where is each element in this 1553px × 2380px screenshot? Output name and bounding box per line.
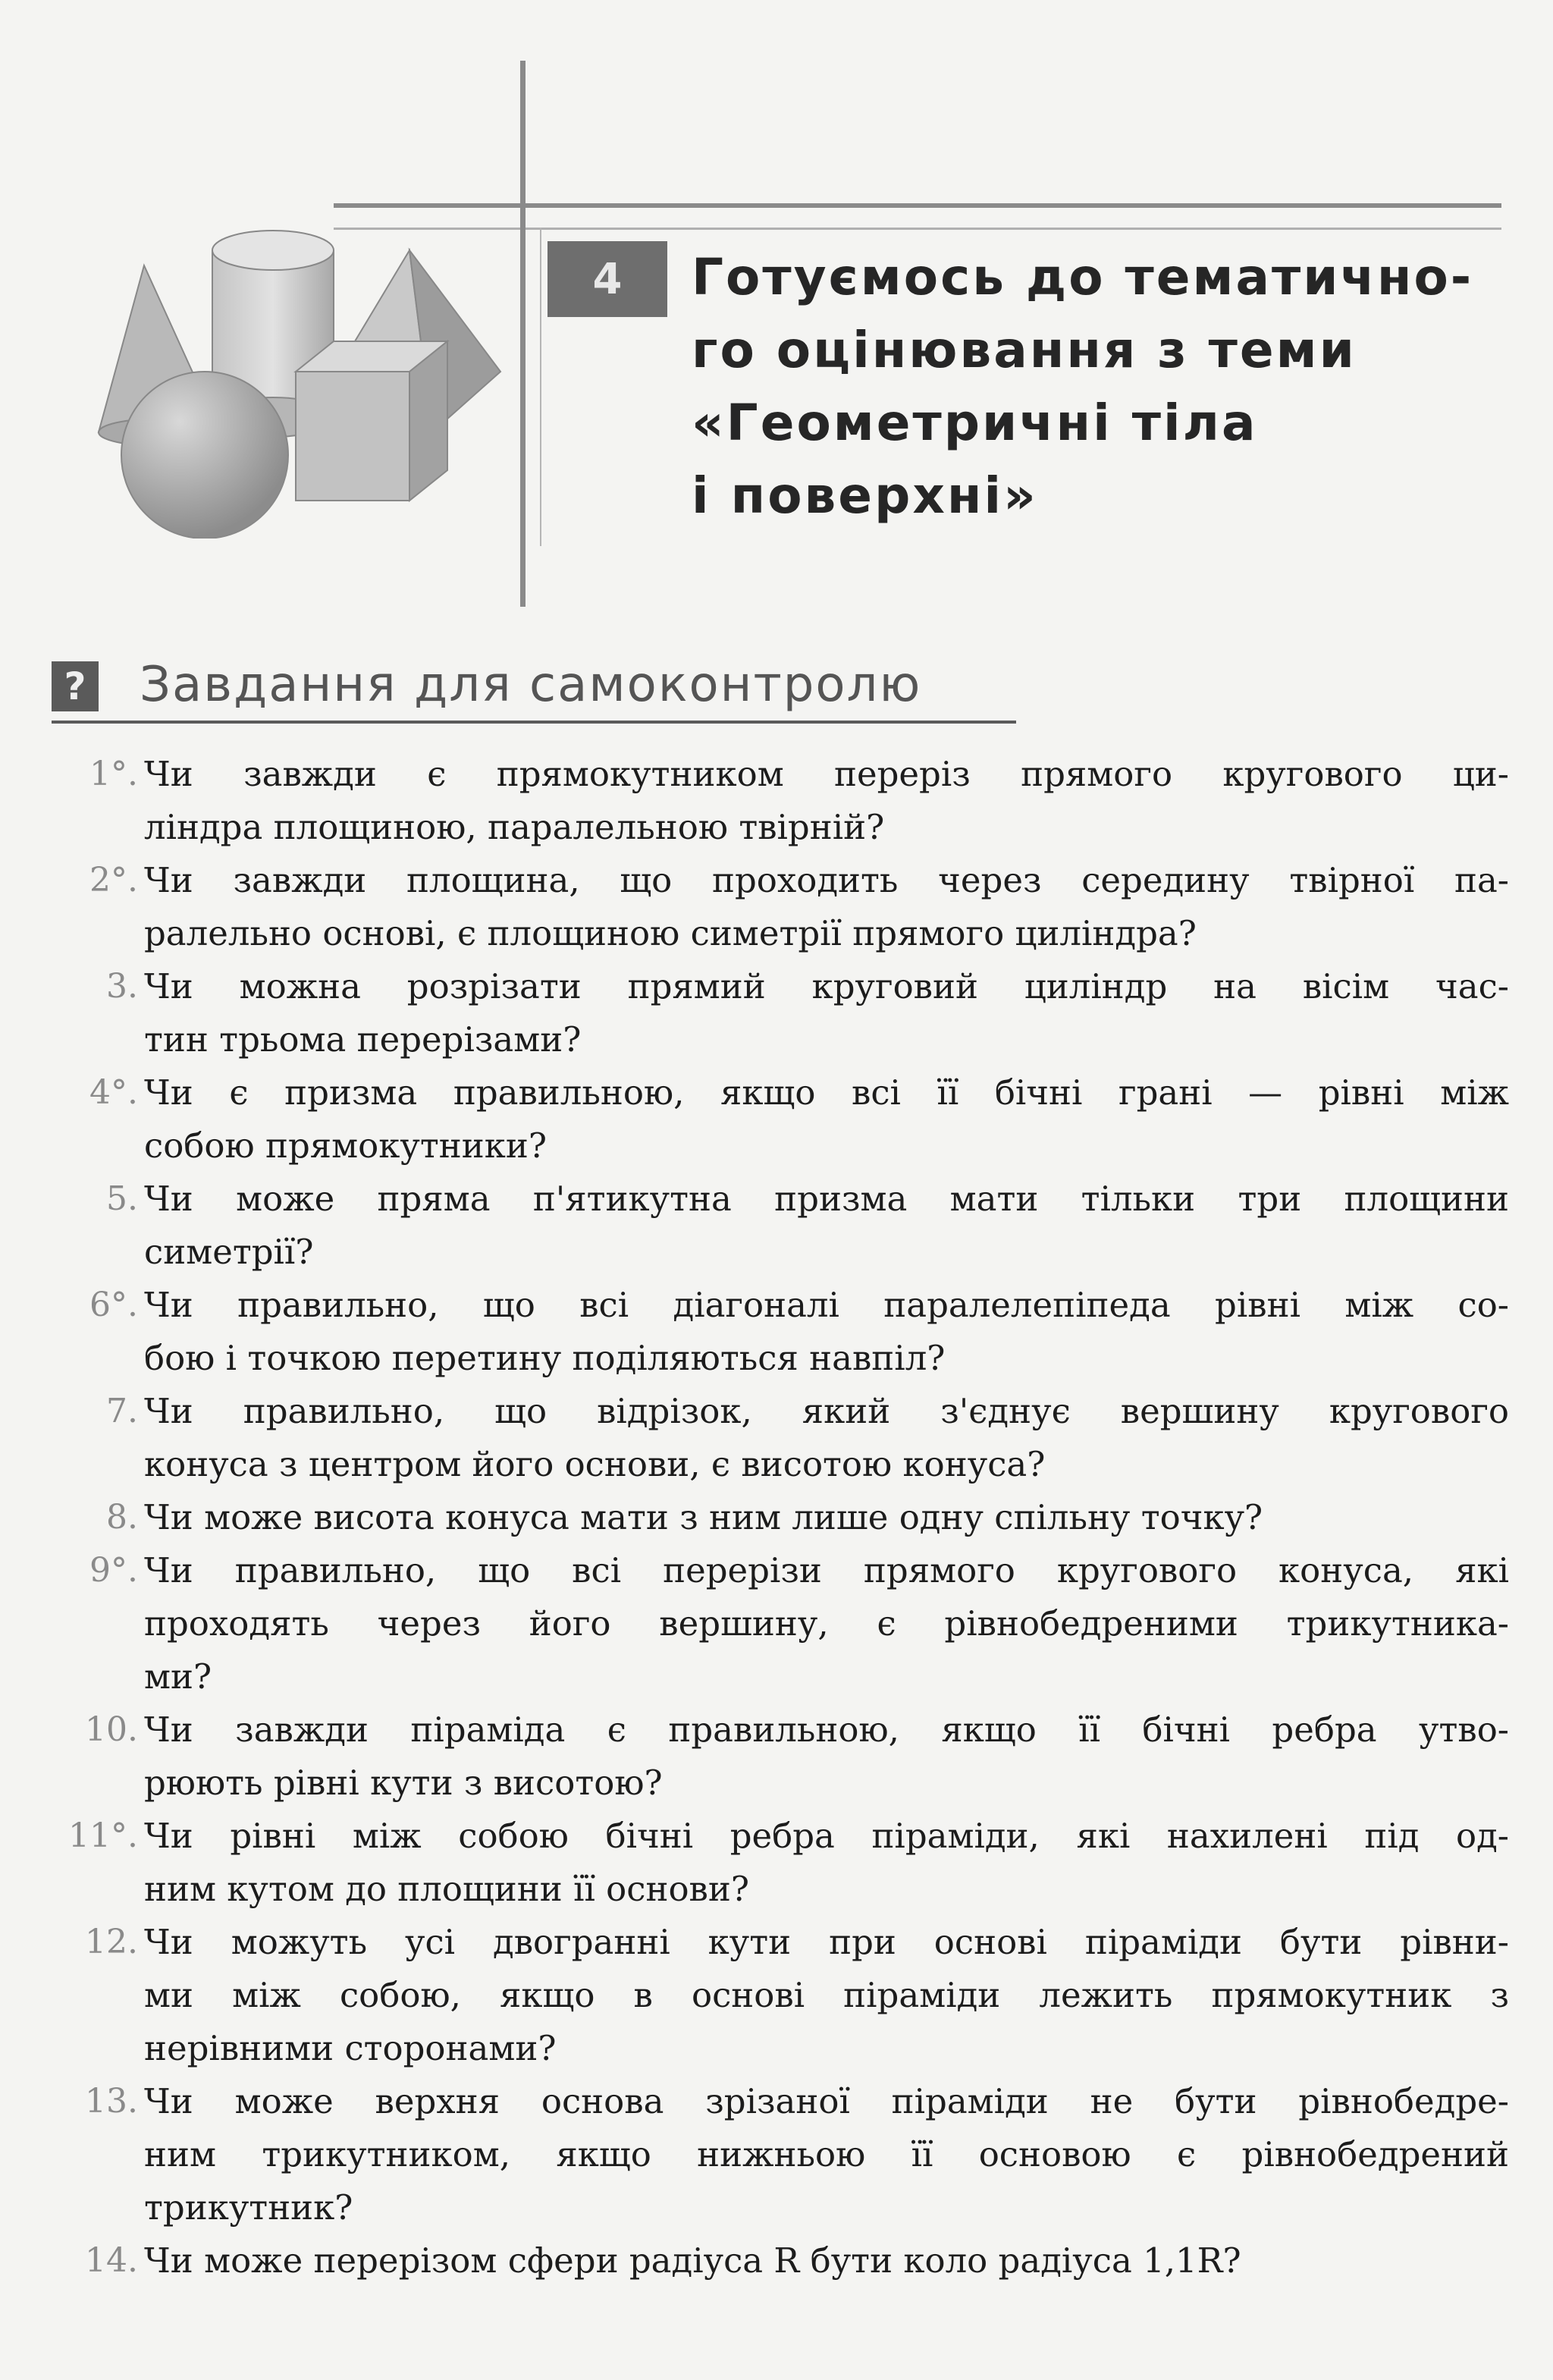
problem-number: 5. <box>106 1179 138 1218</box>
problem-number: 4°. <box>89 1073 138 1112</box>
problem-number: 2°. <box>89 861 138 900</box>
problem-text-line: Чи правильно, що відрізок, який з'єднує вершину кругового <box>144 1391 1509 1431</box>
problem-number: 13. <box>85 2082 138 2121</box>
problem-text-line: Чи можуть усі двогранні кути при основі піраміди бути рівни- <box>144 1922 1509 1962</box>
problem-text-line: рюють рівні кути з висотою? <box>144 1763 663 1803</box>
problem-item <box>45 1173 1509 1279</box>
problem-text-line: Чи може висота конуса мати з ним лише одну спільну точку? <box>144 1497 1263 1537</box>
problem-item <box>45 1544 1509 1703</box>
question-mark-icon: ? <box>52 661 99 711</box>
problem-text-line: проходять через його вершину, є рівнобедреними трикутника- <box>144 1603 1509 1644</box>
problem-text-line: собою прямокутники? <box>144 1126 547 1166</box>
problem-text-line: Чи правильно, що всі перерізи прямого кругового конуса, які <box>144 1550 1509 1590</box>
chapter-title-line: і поверхні» <box>692 466 1038 525</box>
chapter-title-line: Готуємось до тематично- <box>692 248 1474 306</box>
problem-number: 6°. <box>89 1286 138 1324</box>
problem-item <box>45 1491 1509 1544</box>
problem-number: 11°. <box>68 1816 138 1855</box>
problem-text-line: нерівними сторонами? <box>144 2028 557 2068</box>
problems-list <box>45 748 1509 2287</box>
problem-text-line: Чи може пряма п'ятикутна призма мати тільки три площини <box>144 1179 1509 1219</box>
problem-text-line: Чи правильно, що всі діагоналі паралелепіпеда рівні між со- <box>144 1285 1509 1325</box>
problem-number: 10. <box>85 1710 138 1749</box>
problem-item <box>45 1279 1509 1385</box>
top-rule <box>334 203 1501 208</box>
problem-item <box>45 1810 1509 1916</box>
geometric-solids-illustration <box>91 220 516 538</box>
problem-text-line: трикутник? <box>144 2187 353 2228</box>
problem-text-line: ним кутом до площини її основи? <box>144 1869 750 1909</box>
problem-item <box>45 2075 1509 2234</box>
chapter-title-line: «Геометричні тіла <box>692 394 1258 452</box>
problem-text-line: бою і точкою перетину поділяються навпіл? <box>144 1338 946 1378</box>
section-underline <box>52 721 1016 724</box>
problem-text-line: Чи є призма правильною, якщо всі її бічні грані — рівні між <box>144 1072 1509 1113</box>
problem-text-line: ліндра площиною, паралельною твірній? <box>144 807 885 847</box>
problem-text-line: конуса з центром його основи, є висотою конуса? <box>144 1444 1046 1484</box>
problem-number: 7. <box>106 1392 138 1430</box>
vertical-rule <box>520 61 526 607</box>
chapter-title <box>692 241 1495 532</box>
problem-number: 14. <box>85 2241 138 2280</box>
problem-item <box>45 1703 1509 1810</box>
problem-text-line: Чи завжди є прямокутником переріз прямого кругового ци- <box>144 754 1509 794</box>
problem-text-line: Чи може верхня основа зрізаної піраміди не бути рівнобедре- <box>144 2081 1509 2121</box>
problem-item <box>45 1066 1509 1173</box>
chapter-number-badge <box>547 241 667 317</box>
problem-number: 1°. <box>89 755 138 793</box>
problem-text-line: Чи рівні між собою бічні ребра піраміди, які нахилені під од- <box>144 1816 1509 1856</box>
chapter-number: 4 <box>592 254 623 304</box>
section-title: Завдання для самоконтролю <box>140 657 922 713</box>
vertical-rule-thin <box>540 228 541 546</box>
sphere-shape <box>121 372 288 538</box>
problem-item <box>45 748 1509 854</box>
problem-text-line: Чи завжди піраміда є правильною, якщо її бічні ребра утво- <box>144 1710 1509 1750</box>
problem-text-line: тин трьома перерізами? <box>144 1019 582 1060</box>
problem-item <box>45 854 1509 960</box>
problem-text-line: ми між собою, якщо в основі піраміди лежить прямокутник з <box>144 1975 1509 2015</box>
problem-number: 9°. <box>89 1551 138 1590</box>
problem-item <box>45 1916 1509 2075</box>
problem-number: 8. <box>106 1498 138 1537</box>
problem-item <box>45 2234 1509 2287</box>
problem-text-line: симетрії? <box>144 1232 314 1272</box>
problem-number: 12. <box>85 1923 138 1961</box>
problem-item <box>45 1385 1509 1491</box>
problem-text-line: Чи завжди площина, що проходить через середину твірної па- <box>144 860 1509 900</box>
problem-text-line: ним трикутником, якщо нижньою її основою є рівнобедрений <box>144 2134 1509 2174</box>
problem-number: 3. <box>106 967 138 1006</box>
problem-text-line: ралельно основі, є площиною симетрії прямого циліндра? <box>144 913 1197 953</box>
problem-text-line: ми? <box>144 1656 212 1697</box>
chapter-title-line: го оцінювання з теми <box>692 321 1357 379</box>
problem-text-line: Чи може перерізом сфери радіуса R бути коло радіуса 1,1R? <box>144 2240 1241 2281</box>
problem-item <box>45 960 1509 1066</box>
problem-text-line: Чи можна розрізати прямий круговий циліндр на вісім час- <box>144 966 1509 1006</box>
